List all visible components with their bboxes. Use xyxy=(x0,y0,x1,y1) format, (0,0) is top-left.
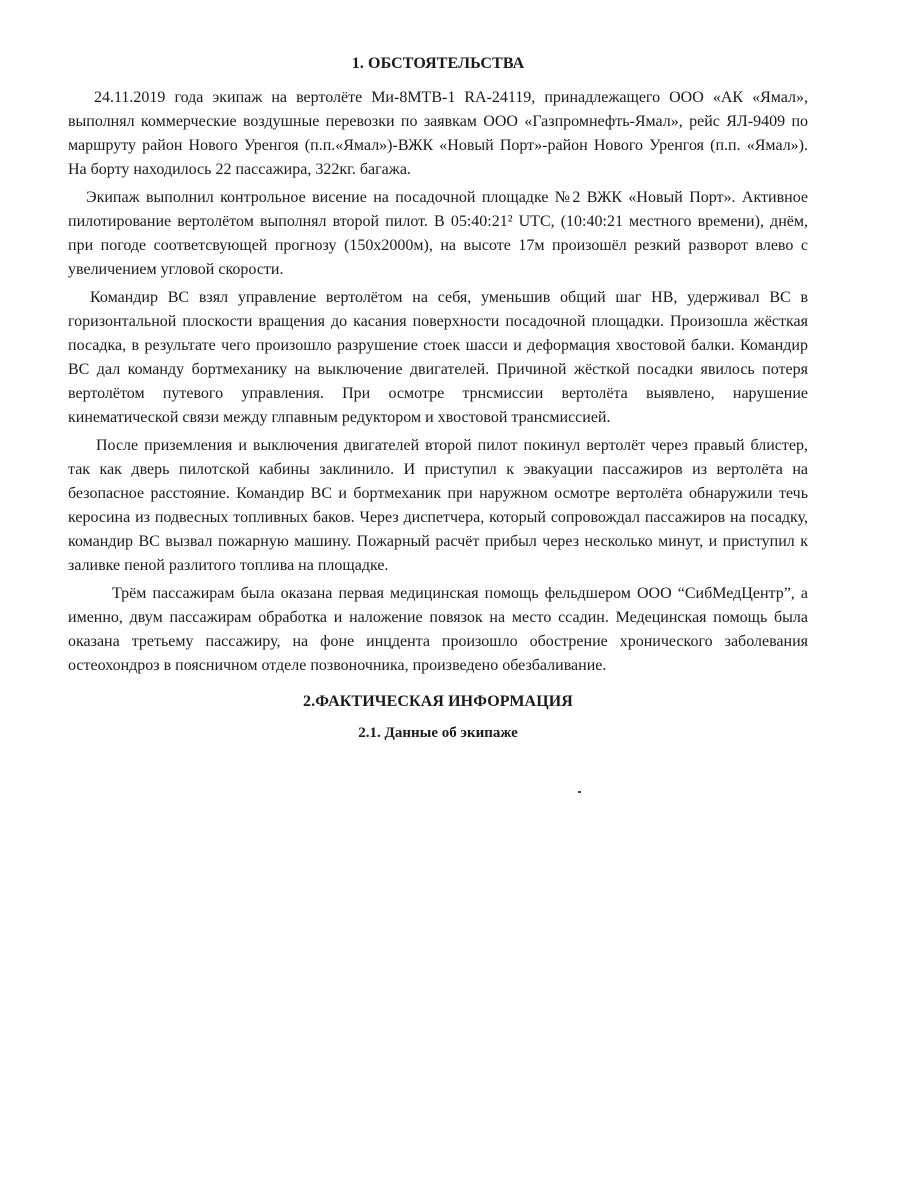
document-content xyxy=(68,52,808,744)
section-heading-circumstances: 1. ОБСТОЯТЕЛЬСТВА xyxy=(351,55,525,72)
paragraph-evacuation: После приземления и выключения двигателей второй пилот покинул вертолёт через правый блистер, так как дверь пилотской кабины заклинило. И приступил к эвакуации пассажиров из вертолёта на безопасное расстояние. Командир ВС и бортмеханик при наружном осмотре вертолёта обнаружили течь керосина из подвесных топливных баков. Через диспетчера, который сопровождал пассажиров на посадку, командир ВС вызвал пожарную машину. Пожарный расчёт прибыл через несколько минут, и приступил к заливке пеной разлитого топлива на площадке. xyxy=(68,437,808,574)
paragraph-flight-details: 24.11.2019 года экипаж на вертолёте Ми-8МТВ-1 RA-24119, принадлежащего ООО «АК «Ямал», выполнял коммерческие воздушные перевозки по заявкам ООО «Газпромнефть-Ямал», рейс ЯЛ-9409 по маршруту район Нового Уренгоя (п.п.«Ямал»)-ВЖК «Новый Порт»-район Нового Уренгоя (п.п. «Ямал»). На борту находилось 22 пассажира, 322кг. багажа. xyxy=(68,89,808,178)
paragraph-medical-aid: Трём пассажирам была оказана первая медицинская помощь фельдшером ООО “СибМедЦентр”, а именно, двум пассажирам обработка и наложение повязок на место ссадин. Медецинская помощь была оказана третьему пассажиру, на фоне инцдента произошло обострение хронического заболевания остеохондроз в поясничном отделе позвоночника, произведено обезбаливание. xyxy=(68,585,808,674)
subsection-heading-crew-data: 2.1. Данные об экипаже xyxy=(358,725,518,741)
section-heading-factual-information: 2.ФАКТИЧЕСКАЯ ИНФОРМАЦИЯ xyxy=(303,693,573,710)
paragraph-hover-event: Экипаж выполнил контрольное висение на посадочной площадке №2 ВЖК «Новый Порт». Активное пилотирование вертолётом выполнял второй пилот. В 05:40:21² UTC, (10:40:21 местного времени), днём, при погоде соответсвующей прогнозу (150х2000м), на высоте 17м произошёл резкий разворот влево с увеличением угловой скорости. xyxy=(68,189,808,278)
paragraph-hard-landing: Командир ВС взял управление вертолётом на себя, уменьшив общий шаг НВ, удерживал ВС в горизонтальной плоскости вращения до касания поверхности посадочной площадки. Произошла жёсткая посадка, в результате чего произошло разрушение стоек шасси и деформация хвостовой балки. Командир ВС дал команду бортмеханику на выключение двигателей. Причиной жёсткой посадки явилось потеря вертолётом путевого управления. При осмотре трнсмиссии вертолёта выявлено, нарушение кинематической связи между глпавным редуктором и хвостовой трансмиссией. xyxy=(68,289,808,426)
scan-speck-mark xyxy=(578,791,581,793)
